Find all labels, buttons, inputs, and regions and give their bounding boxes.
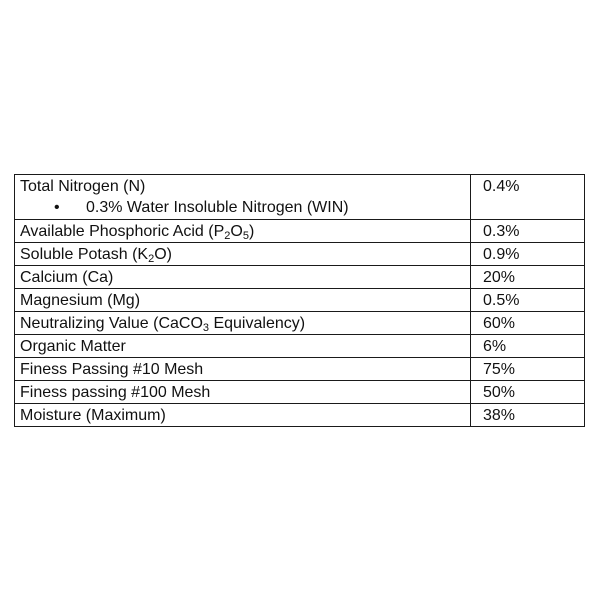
value-cell: 75% bbox=[471, 358, 585, 381]
label-cell bbox=[15, 312, 471, 335]
table-row bbox=[15, 381, 585, 404]
table-row bbox=[15, 335, 585, 358]
row-label: Finess passing #100 Mesh bbox=[15, 381, 471, 404]
row-label: Moisture (Maximum) bbox=[15, 404, 471, 427]
row-label bbox=[20, 223, 254, 240]
table-row bbox=[15, 312, 585, 335]
value-cell: 0.9% bbox=[471, 243, 585, 266]
value-cell: 60% bbox=[471, 312, 585, 335]
subscript: 2 bbox=[224, 230, 231, 242]
label-text: Soluble Potash (K bbox=[20, 246, 149, 263]
label-text: O bbox=[230, 223, 243, 240]
nutrient-analysis-table bbox=[14, 174, 585, 427]
row-label bbox=[20, 246, 172, 263]
table-row bbox=[15, 243, 585, 266]
value-cell: 6% bbox=[471, 335, 585, 358]
value-cell: 20% bbox=[471, 266, 585, 289]
row-label: Organic Matter bbox=[15, 335, 471, 358]
subscript: 2 bbox=[148, 253, 155, 265]
label-text: Neutralizing Value (CaCO bbox=[20, 315, 203, 332]
sub-item-text: 0.3% Water Insoluble Nitrogen (WIN) bbox=[86, 199, 349, 216]
value-cell: 0.4% bbox=[471, 175, 585, 220]
table-row bbox=[15, 266, 585, 289]
row-label: Finess Passing #10 Mesh bbox=[15, 358, 471, 381]
table-row bbox=[15, 175, 585, 220]
label-cell bbox=[15, 220, 471, 243]
label-text: Equivalency) bbox=[209, 315, 306, 332]
label-text: O) bbox=[154, 246, 172, 263]
value-cell: 38% bbox=[471, 404, 585, 427]
sub-item bbox=[20, 198, 470, 217]
row-label: Calcium (Ca) bbox=[15, 266, 471, 289]
value-cell: 0.5% bbox=[471, 289, 585, 312]
row-label: Magnesium (Mg) bbox=[15, 289, 471, 312]
value-cell: 50% bbox=[471, 381, 585, 404]
subscript: 3 bbox=[202, 322, 210, 334]
label-cell bbox=[15, 243, 471, 266]
value-cell: 0.3% bbox=[471, 220, 585, 243]
table-row bbox=[15, 220, 585, 243]
subscript: 5 bbox=[242, 230, 249, 242]
label-text: ) bbox=[248, 223, 255, 240]
label-text: Available Phosphoric Acid (P bbox=[20, 223, 225, 240]
table-row bbox=[15, 358, 585, 381]
table-row bbox=[15, 289, 585, 312]
table-row bbox=[15, 404, 585, 427]
bullet-icon: • bbox=[54, 199, 60, 216]
row-label bbox=[20, 315, 305, 332]
label-cell bbox=[15, 175, 471, 220]
row-label: Total Nitrogen (N) bbox=[20, 178, 146, 195]
